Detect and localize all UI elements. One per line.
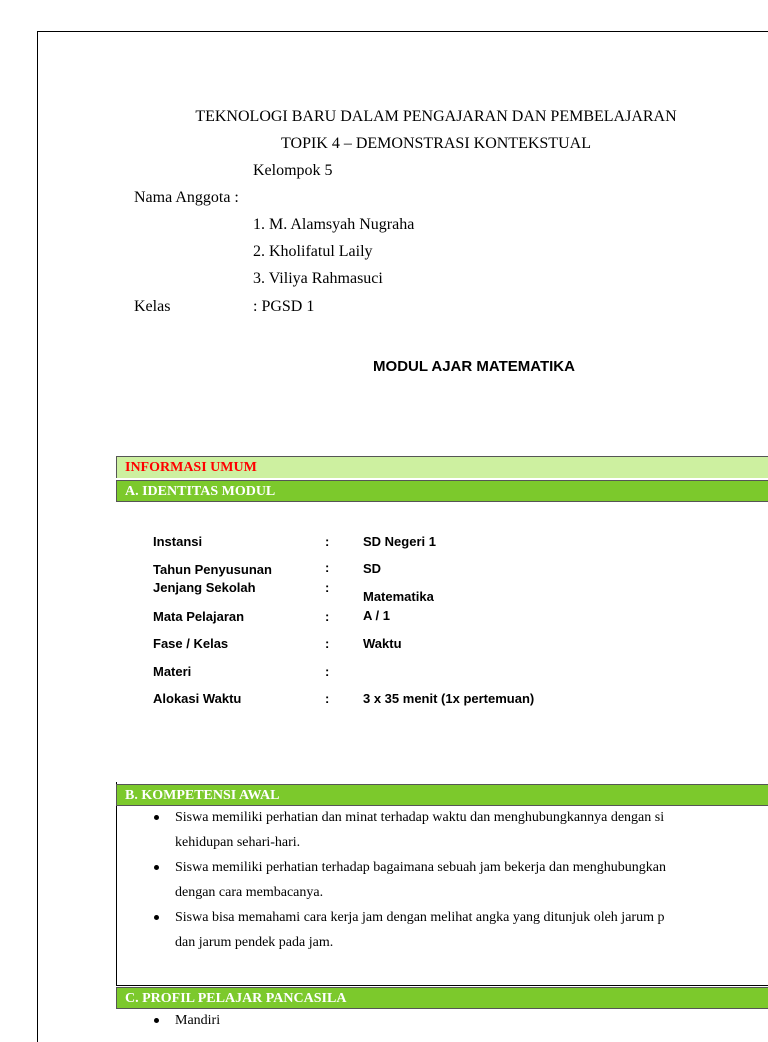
row-label-fase: Fase / Kelas <box>153 636 229 651</box>
row-label-mapel: Mata Pelajaran <box>153 609 245 624</box>
section-c-header: C. PROFIL PELAJAR PANCASILA <box>116 987 768 1009</box>
list-item: Siswa bisa memahami cara kerja jam dengan melihat angka yang ditunjuk oleh jarum p <box>150 905 768 930</box>
row-value-fase: Waktu <box>363 636 402 651</box>
bullet-icon <box>154 865 159 870</box>
list-item-continuation: kehidupan sehari-hari. <box>175 835 301 850</box>
row-value-subject: Matematika <box>363 589 434 604</box>
row-label-materi: Materi <box>153 664 192 679</box>
member-2: 2. Kholifatul Laily <box>253 243 373 260</box>
section-b-header: B. KOMPETENSI AWAL <box>116 784 768 806</box>
class-label: Kelas <box>134 298 171 315</box>
member-3: 3. Viliya Rahmasuci <box>253 270 383 287</box>
list-item-continuation: dan jarum pendek pada jam. <box>175 935 334 950</box>
section-general-header: INFORMASI UMUM <box>116 456 768 478</box>
row-label-jenjang: Jenjang Sekolah <box>153 580 256 595</box>
row-colon: : <box>325 664 330 679</box>
member-1: 1. M. Alamsyah Nugraha <box>253 216 415 233</box>
group-name: Kelompok 5 <box>253 162 333 179</box>
section-a-header: A. IDENTITAS MODUL <box>116 480 768 502</box>
row-colon: : <box>325 580 330 595</box>
list-item: Siswa memiliki perhatian terhadap bagaimana sebuah jam bekerja dan menghubungkan <box>150 855 768 880</box>
row-label-instansi: Instansi <box>153 534 203 549</box>
row-label-alokasi: Alokasi Waktu <box>153 691 242 706</box>
row-value-alokasi: 3 x 35 menit (1x pertemuan) <box>363 691 535 706</box>
header-line-2: TOPIK 4 – DEMONSTRASI KONTEKSTUAL <box>281 135 591 152</box>
section-b-list <box>150 805 768 955</box>
section-c-list <box>150 1008 768 1033</box>
list-item-continuation: dengan cara membacanya. <box>175 885 324 900</box>
row-value-mapel: A / 1 <box>363 608 390 623</box>
header-line-1: TEKNOLOGI BARU DALAM PENGAJARAN DAN PEMBELAJARAN <box>195 108 677 125</box>
row-colon: : <box>325 609 330 624</box>
bullet-icon <box>154 915 159 920</box>
class-value: : PGSD 1 <box>253 298 315 315</box>
row-label-tahun: Tahun Penyusunan <box>153 562 272 577</box>
list-item: Mandiri <box>150 1008 768 1033</box>
row-value-tahun: SD <box>363 561 382 576</box>
members-label: Nama Anggota : <box>134 189 239 206</box>
bullet-icon <box>154 815 159 820</box>
module-title: MODUL AJAR MATEMATIKA <box>373 358 575 375</box>
row-value-instansi: SD Negeri 1 <box>363 534 436 549</box>
row-colon: : <box>325 560 330 575</box>
bullet-icon <box>154 1018 159 1023</box>
row-colon: : <box>325 636 330 651</box>
row-colon: : <box>325 691 330 706</box>
list-item: Siswa memiliki perhatian dan minat terhadap waktu dan menghubungkannya dengan si <box>150 805 768 830</box>
row-colon: : <box>325 534 330 549</box>
